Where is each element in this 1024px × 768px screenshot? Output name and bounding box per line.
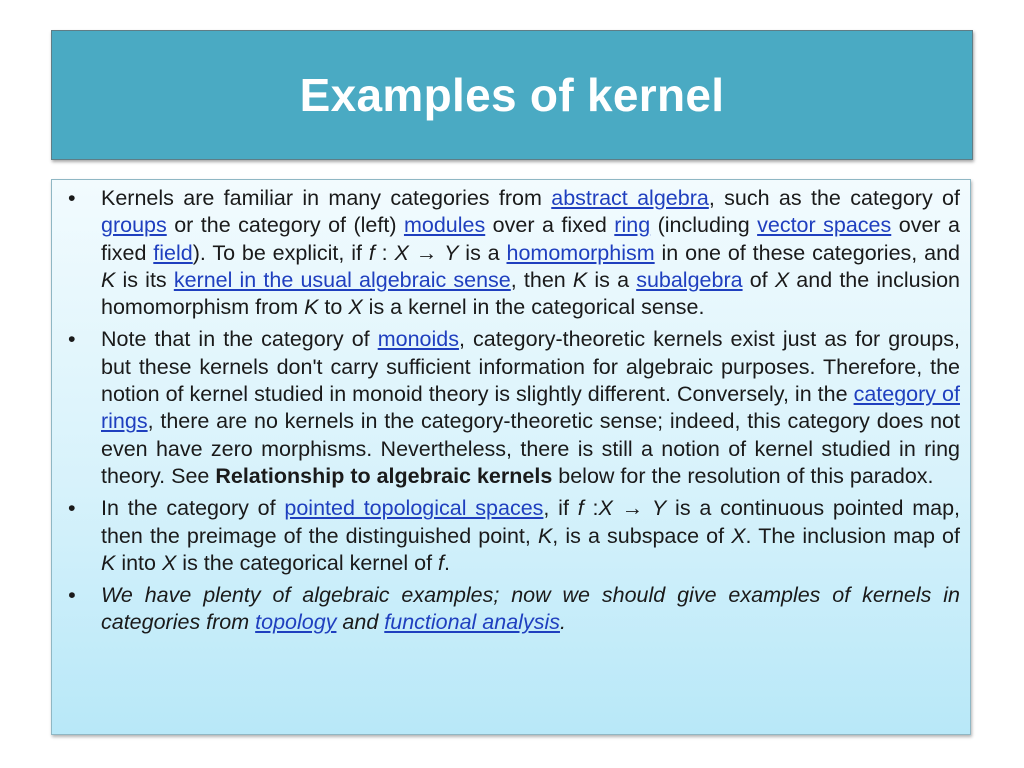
bullet-item [66, 326, 960, 490]
bullet-item [66, 185, 960, 321]
text-link[interactable]: topology [255, 610, 337, 635]
bullet-dot-icon: • [68, 496, 76, 521]
math-variable: X [161, 550, 177, 575]
bullet-text: in one of these categories, and [654, 240, 960, 265]
bullet-text: below for the resolution of this paradox. [552, 463, 934, 488]
text-link[interactable]: pointed topological spaces [284, 496, 544, 521]
bullet-text: into [115, 550, 162, 575]
bullet-text: is a [587, 267, 637, 292]
math-variable: X [394, 240, 409, 265]
bullet-text: , then [510, 267, 573, 292]
bullet-text: , category-theoretic kernels exist just as for groups, but these kernels don't carry sufficient information for algebraic purposes. Therefore, the notion of kernel studied in monoid theory is slightly different. Conversely, in the [101, 327, 960, 407]
bullet-text: of [742, 267, 775, 292]
bullet-dot-icon: • [68, 583, 76, 608]
bullet-text: ). To be explicit, if [192, 240, 369, 265]
bullet-text: . [444, 550, 450, 575]
math-variable: X [598, 496, 613, 521]
bullet-text: (including [650, 213, 758, 238]
text-link[interactable]: groups [101, 213, 167, 238]
text-link[interactable]: monoids [377, 327, 459, 352]
bullet-text: and [336, 610, 385, 635]
bullet-text: is its [115, 267, 174, 292]
bullet-text: to [318, 295, 349, 320]
math-variable: X [774, 267, 790, 292]
bullet-text: is a continuous pointed map, then the preimage of the distinguished point, [101, 496, 961, 548]
bullet-dot-icon: • [68, 186, 76, 210]
text-link[interactable]: kernel in the usual algebraic sense [173, 267, 511, 292]
math-variable: f [368, 240, 375, 265]
bullet-text: Note that in the category of [101, 327, 378, 352]
math-variable: Y [651, 496, 667, 521]
slide-title: Examples of kernel [299, 69, 725, 121]
title-banner [51, 30, 973, 160]
bullet-item [66, 495, 960, 577]
bullet-text: , is a subspace of [552, 523, 732, 548]
math-variable: Y [444, 240, 459, 265]
bullet-text: , there are no kernels in the category-theoretic sense; indeed, this category does not even have zero morphisms. Nevertheless, there is still a notion of kernel studied in ring theory. See [101, 409, 960, 488]
math-variable: K [537, 523, 553, 548]
bullet-text: We have plenty of algebraic examples; now we should give examples of kernels in categories from [101, 583, 960, 635]
math-variable: K [304, 295, 319, 320]
text-link[interactable]: abstract algebra [551, 186, 709, 210]
text-link[interactable]: functional analysis [384, 610, 560, 635]
bullet-text: : [374, 240, 395, 265]
bullet-text: , if [543, 496, 578, 521]
bullet-text: . The inclusion map of [745, 523, 960, 548]
text-link[interactable]: vector spaces [757, 213, 892, 238]
text-link[interactable]: subalgebra [636, 267, 743, 292]
bullet-text: over a fixed [485, 213, 615, 238]
bullet-text: and the inclusion homomorphism from [101, 267, 961, 320]
bullet-text: Kernels are familiar in many categories from [101, 186, 552, 210]
bullet-text: or the category of (left) [166, 213, 404, 238]
bullet-text: . [559, 610, 566, 635]
math-variable: f [438, 550, 445, 575]
bullet-text: is the categorical kernel of [176, 550, 439, 575]
bullet-item [66, 582, 960, 637]
bullet-text: over a fixed [101, 213, 960, 265]
bullet-dot-icon: • [68, 327, 76, 352]
bullet-list [66, 185, 960, 637]
bullet-text: In the category of [101, 496, 285, 521]
math-variable: f [577, 496, 584, 521]
bullet-text: → [612, 496, 652, 521]
content-panel [51, 179, 971, 735]
bullet-text: is a kernel in the categorical sense. [362, 295, 705, 320]
math-variable: K [572, 267, 588, 292]
text-link[interactable]: modules [403, 213, 486, 238]
bullet-text: , such as the category of [708, 186, 960, 210]
text-link[interactable]: ring [614, 213, 651, 238]
math-variable: X [731, 523, 746, 548]
math-variable: K [101, 550, 116, 575]
bullet-text: → [408, 240, 445, 265]
math-variable: X [348, 295, 363, 320]
text-link[interactable]: homomorphism [506, 240, 655, 265]
bold-text: Relationship to algebraic kernels [215, 463, 553, 488]
bullet-text: : [583, 496, 599, 521]
math-variable: K [101, 267, 116, 292]
text-link[interactable]: field [153, 240, 193, 265]
bullet-text: is a [458, 240, 507, 265]
text-link[interactable]: category of rings [101, 382, 960, 434]
